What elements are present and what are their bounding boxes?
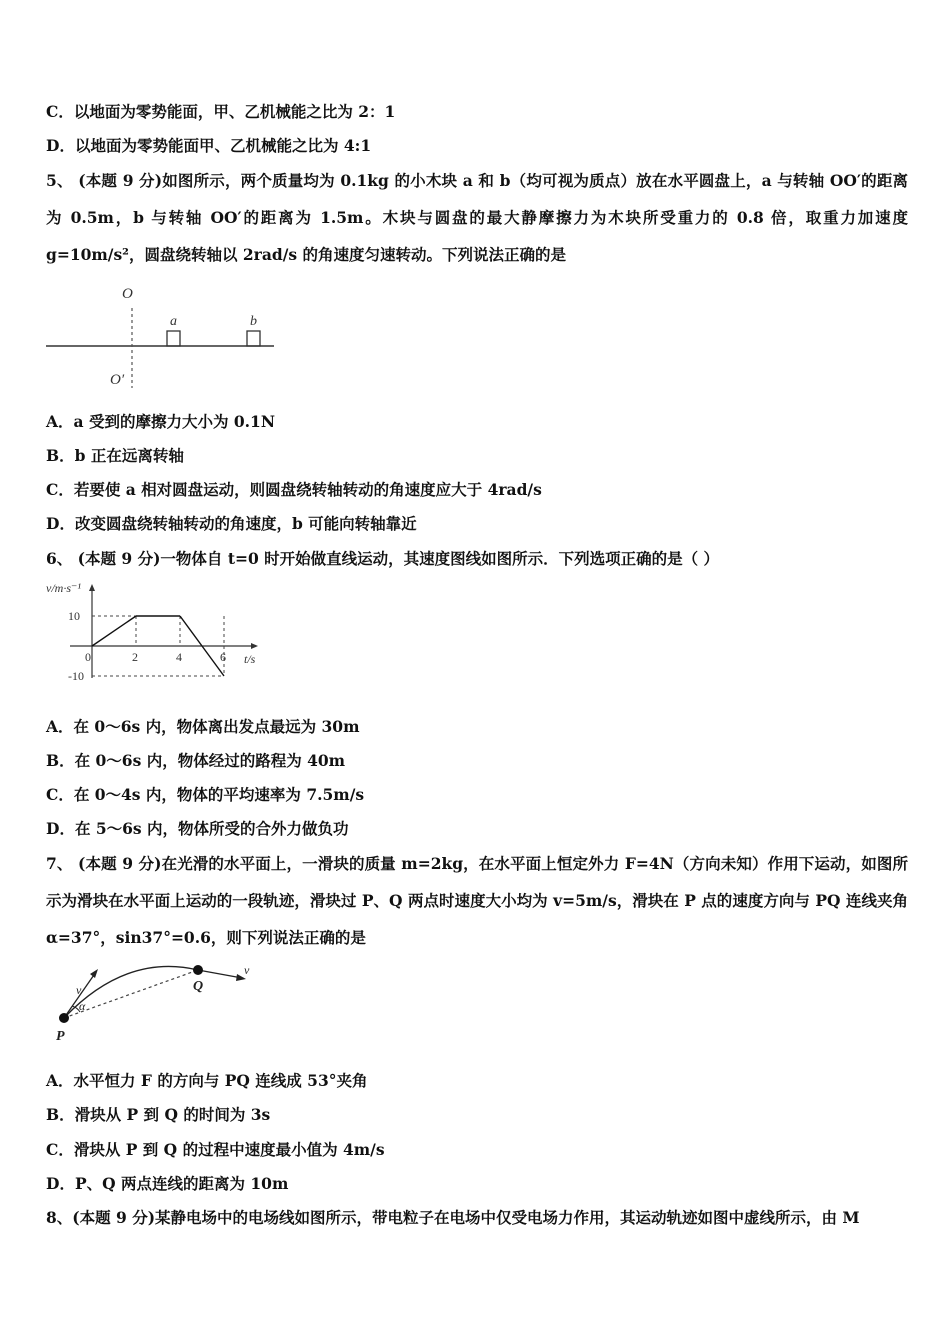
- velocity-q-arrow: [198, 970, 242, 978]
- axis-label-o-prime: O′: [110, 372, 125, 388]
- q5-option-a: A．a 受到的摩擦力大小为 0.1N: [46, 412, 275, 431]
- x-axis-arrow: [251, 643, 258, 649]
- q6-option-c: C．在 0～4s 内，物体的平均速率为 7.5m/s: [46, 785, 365, 804]
- block-a: [167, 331, 180, 346]
- angle-alpha-label: α: [79, 999, 86, 1013]
- x-tick-label-2: 2: [132, 650, 138, 664]
- q7-stem: 7、 (本题 9 分)在光滑的水平面上，一滑块的质量 m=2kg，在水平面上恒定外力 F=4N（方向未知）作用下运动，如图所示为滑块在水平面上运动的一段轨迹，滑块过 P、Q 两点时速度大小均为 v=5m/s，滑块在 P 点的速度方向与 PQ 连线夹角 α=37°，sin37°=0.6，则下列说法正确的是: [46, 854, 908, 947]
- velocity-p-arrowhead: [90, 969, 98, 978]
- q5-option-b: B．b 正在远离转轴: [46, 446, 184, 465]
- y-tick-label-1: -10: [68, 669, 84, 683]
- point-p-label: P: [56, 1029, 65, 1044]
- q6-option-d: D．在 5～6s 内，物体所受的合外力做负功: [46, 819, 349, 838]
- velocity-q-label: v: [244, 963, 250, 977]
- q7-option-d: D．P、Q 两点连线的距离为 10m: [46, 1174, 289, 1193]
- q5-stem: 5、 (本题 9 分)如图所示，两个质量均为 0.1kg 的小木块 a 和 b（均可视为质点）放在水平圆盘上，a 与转轴 OO′的距离为 0.5m，b 与转轴 OO′的距离为 1.5m。木块与圆盘的最大静摩擦力为木块所受重力的 0.8 倍，取重力加速度 g=10m/s²，圆盘绕转轴以 2rad/s 的角速度匀速转动。下列说法正确的是: [46, 171, 908, 264]
- q7-option-a: A．水平恒力 F 的方向与 PQ 连线成 53°夹角: [46, 1071, 368, 1090]
- q6-velocity-time-chart: [44, 578, 274, 690]
- x-tick-label-0: 0: [85, 650, 91, 664]
- block-a-label: a: [170, 314, 177, 329]
- velocity-p-label: v: [76, 983, 82, 997]
- q4-option-c: C．以地面为零势能面，甲、乙机械能之比为 2：1: [46, 102, 396, 121]
- q6-stem: 6、 (本题 9 分)一物体自 t=0 时开始做直线运动，其速度图线如图所示．下列选项正确的是（ ）: [46, 549, 720, 568]
- y-tick-label-0: 10: [68, 609, 80, 623]
- x-tick-label-4: 4: [176, 650, 182, 664]
- q6-option-a: A．在 0～6s 内，物体离出发点最远为 30m: [46, 717, 360, 736]
- q5-figure: [46, 278, 286, 390]
- q7-option-c: C．滑块从 P 到 Q 的过程中速度最小值为 4m/s: [46, 1140, 385, 1159]
- q7-option-b: B．滑块从 P 到 Q 的时间为 3s: [46, 1105, 271, 1124]
- x-axis-label: t/s: [244, 652, 256, 666]
- q5-option-d: D．改变圆盘绕转轴转动的角速度，b 可能向转轴靠近: [46, 514, 417, 533]
- q8-stem: 8、(本题 9 分)某静电场中的电场线如图所示，带电粒子在电场中仅受电场力作用，其运动轨迹如图中虚线所示，由 M: [46, 1208, 860, 1227]
- q5-option-c: C．若要使 a 相对圆盘运动，则圆盘绕转轴转动的角速度应大于 4rad/s: [46, 480, 542, 499]
- y-axis-arrow: [89, 584, 95, 591]
- point-p-dot: [59, 1013, 69, 1023]
- axis-label-o: O: [122, 286, 133, 302]
- velocity-segment-2: [180, 616, 202, 646]
- q7-trajectory-figure: [46, 958, 266, 1046]
- x-tick-label-6: 6: [220, 650, 226, 664]
- point-q-label: Q: [193, 979, 204, 994]
- block-b: [247, 331, 260, 346]
- q6-option-b: B．在 0～6s 内，物体经过的路程为 40m: [46, 751, 346, 770]
- block-b-label: b: [250, 314, 257, 329]
- velocity-segment-0: [92, 616, 136, 646]
- y-axis-label: v/m·s⁻¹: [46, 581, 81, 595]
- q4-option-d: D．以地面为零势能面甲、乙机械能之比为 4:1: [46, 136, 372, 155]
- point-q-dot: [193, 965, 203, 975]
